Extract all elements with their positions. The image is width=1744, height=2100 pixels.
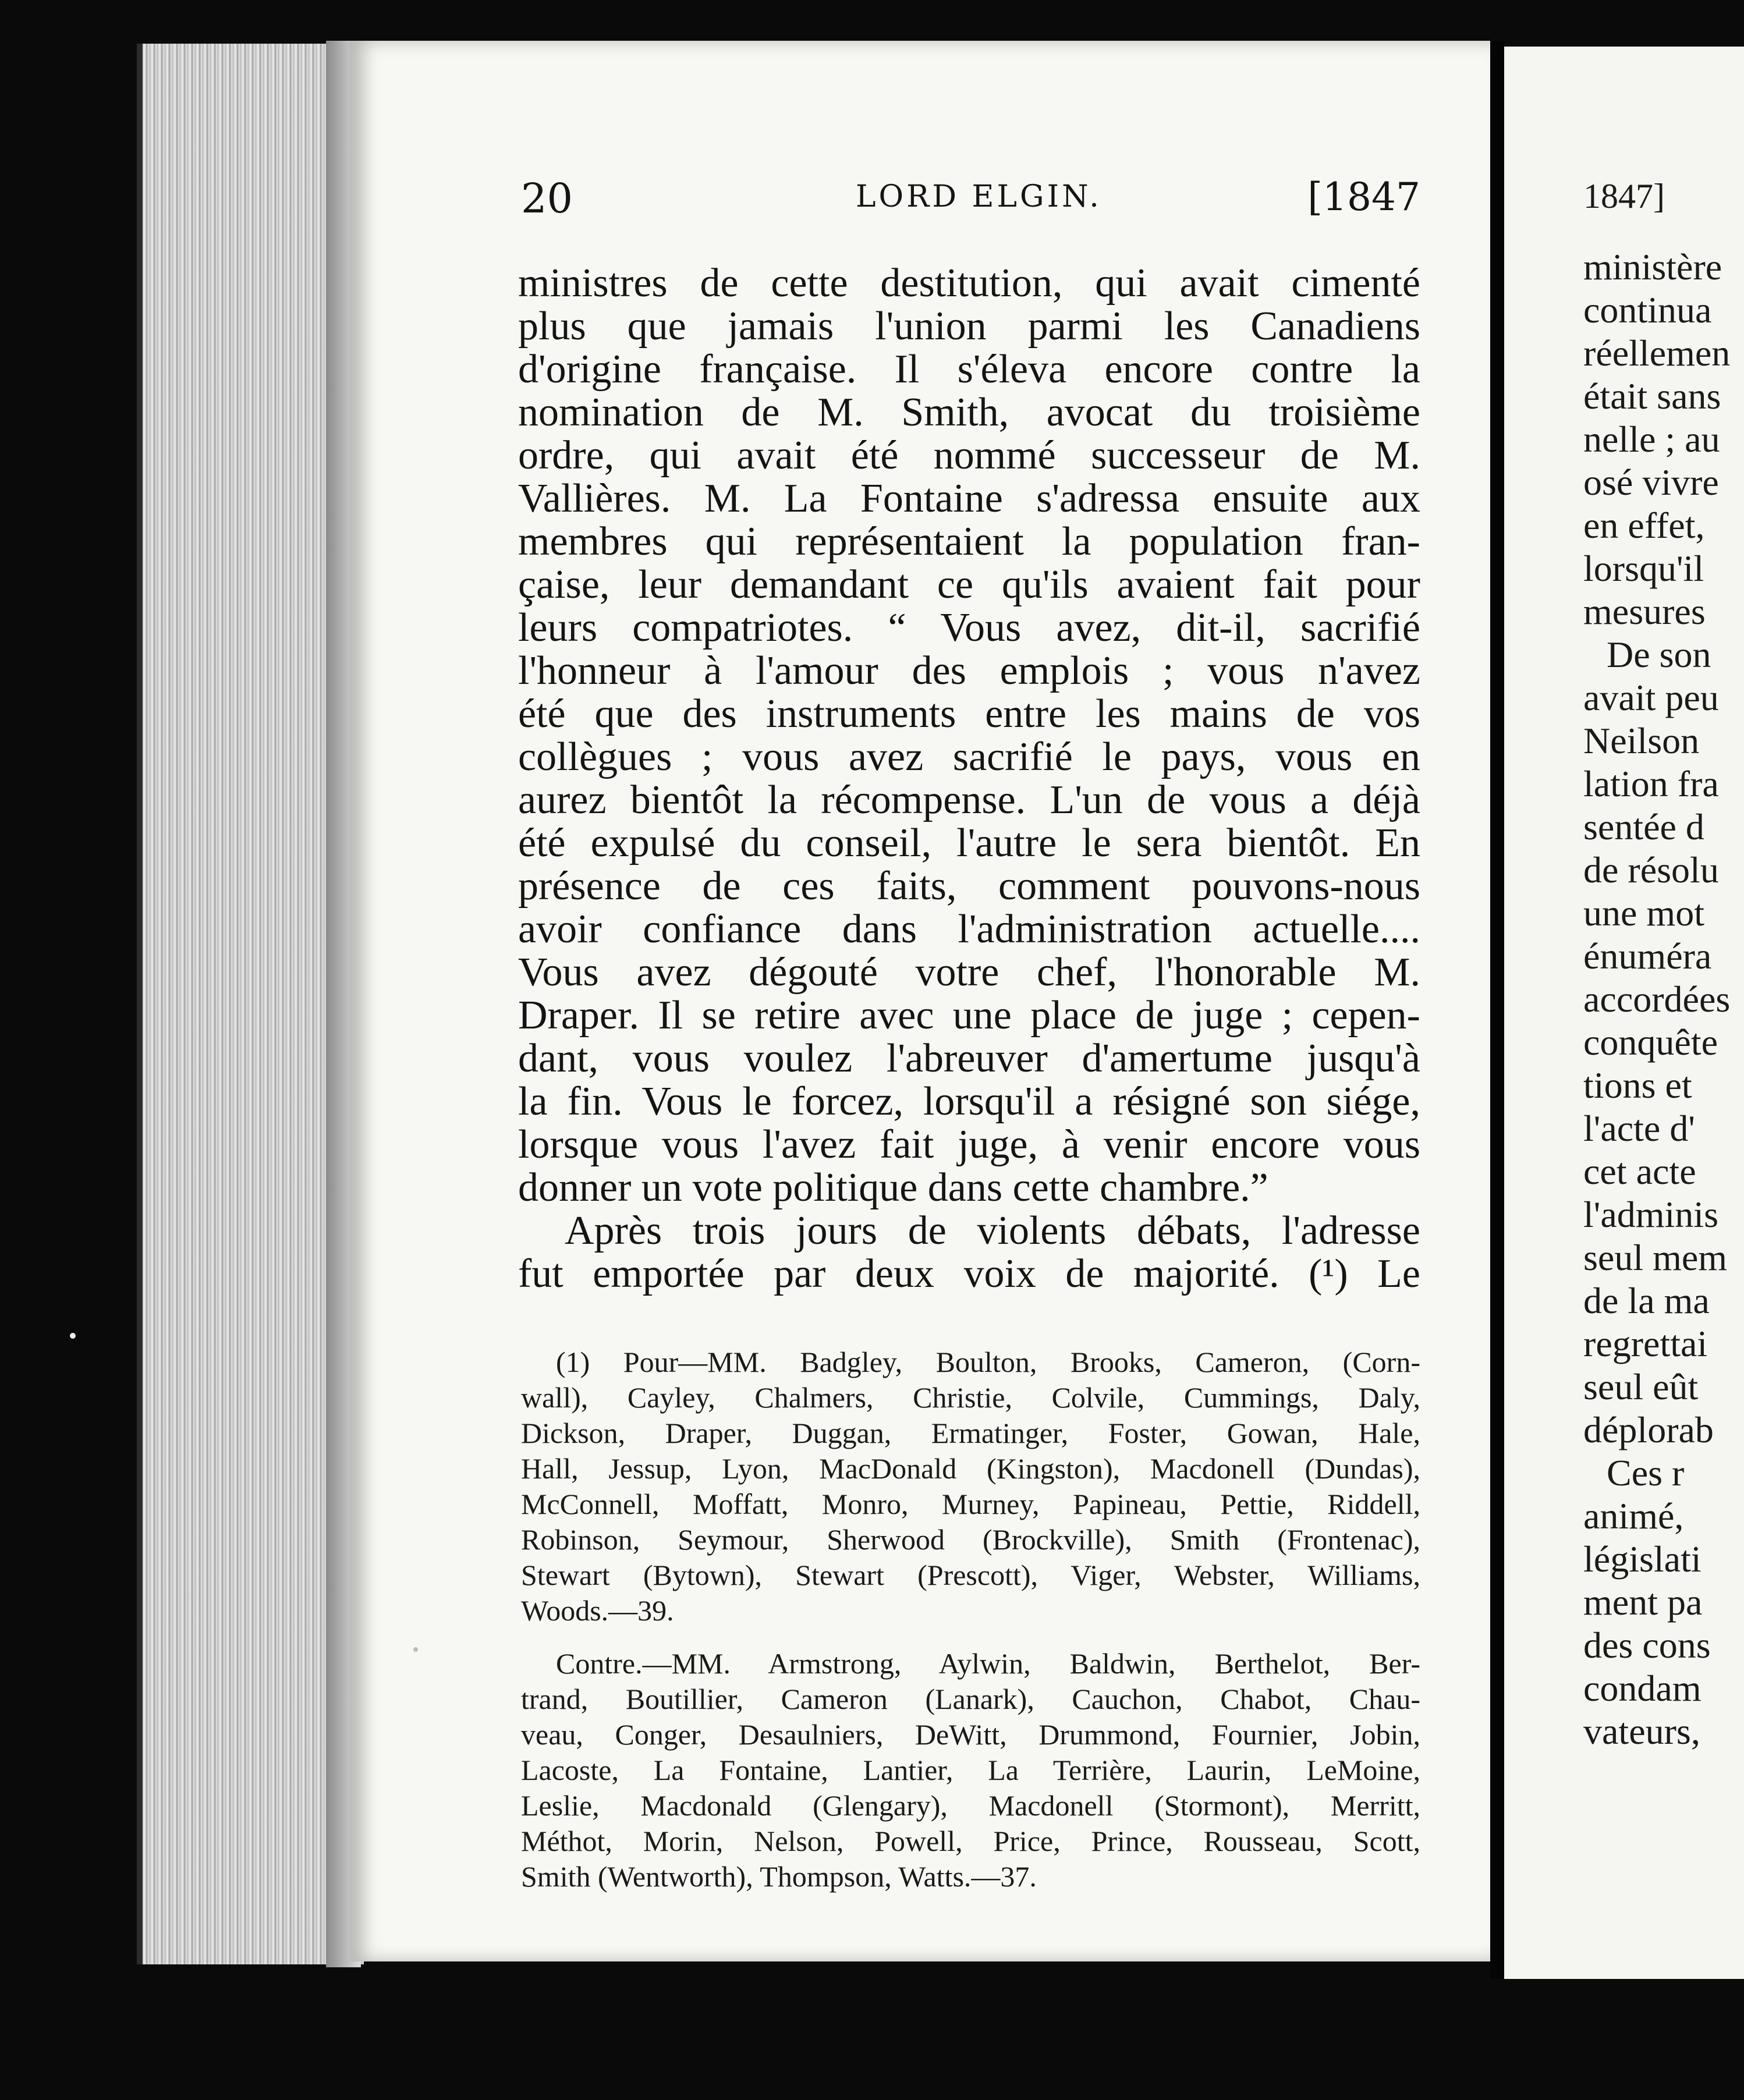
right-page-line: en effet, <box>1583 505 1705 546</box>
footnote-line: Stewart (Bytown), Stewart (Prescott), Viger, Webster, Williams, <box>521 1559 1420 1591</box>
scan-speck <box>413 1647 418 1652</box>
footnotes <box>521 1345 1420 1895</box>
right-page-text <box>1583 175 1744 1753</box>
body-line: Draper. Il se retire avec une place de juge ; cepen- <box>518 993 1420 1038</box>
right-page-header: 1847] <box>1583 177 1665 215</box>
right-page-line: réellemen <box>1583 332 1731 374</box>
main-body-text <box>518 262 1420 1296</box>
right-page-line: l'acte d' <box>1583 1108 1695 1149</box>
right-page-line: condam <box>1583 1668 1702 1709</box>
footnote-line: Méthot, Morin, Nelson, Powell, Price, Prince, Rousseau, Scott, <box>521 1825 1420 1857</box>
right-page-line: de résolu <box>1583 849 1719 891</box>
body-line: lorsque vous l'avez fait juge, à venir encore vous <box>518 1122 1420 1167</box>
right-page-line: nelle ; au <box>1583 418 1720 460</box>
body-line: ministres de cette destitution, qui avait cimenté <box>518 261 1420 306</box>
right-page-line: de la ma <box>1583 1280 1710 1321</box>
footnote-line: wall), Cayley, Chalmers, Christie, Colvile, Cummings, Daly, <box>521 1381 1420 1414</box>
body-line: membres qui représentaient la population fran- <box>518 519 1420 564</box>
footnote-line: Leslie, Macdonald (Glengary), Macdonell (Stormont), Merritt, <box>521 1789 1420 1822</box>
right-page-line: l'adminis <box>1583 1194 1718 1235</box>
body-line: aurez bientôt la récompense. L'un de vous a déjà <box>518 778 1420 822</box>
right-page-line: lation fra <box>1583 763 1719 804</box>
right-page-line: conquête <box>1583 1021 1718 1063</box>
right-page-line: osé vivre <box>1583 462 1719 503</box>
right-page-line: mesures <box>1583 591 1706 632</box>
right-page-line: continua <box>1583 289 1712 331</box>
scan-speck <box>70 1333 76 1339</box>
body-line: nomination de M. Smith, avocat du troisième <box>518 390 1420 435</box>
right-page-line: Neilson <box>1583 720 1700 761</box>
right-page-line: avait peu <box>1583 677 1719 718</box>
right-page-line: tions et <box>1583 1065 1692 1106</box>
body-line: fut emportée par deux voix de majorité. (¹) Le <box>518 1251 1420 1296</box>
body-line: Vallières. M. La Fontaine s'adressa ensuite aux <box>518 476 1420 521</box>
body-line: la fin. Vous le forcez, lorsqu'il a résigné son siége, <box>518 1079 1420 1124</box>
body-line: donner un vote politique dans cette chambre.” <box>518 1165 1268 1210</box>
right-page-line: énuméra <box>1583 935 1712 977</box>
right-page-line: était sans <box>1583 375 1721 417</box>
footnote-line: McConnell, Moffatt, Monro, Murney, Papineau, Pettie, Riddell, <box>521 1488 1420 1520</box>
right-page-line: regrettai <box>1583 1323 1708 1364</box>
footnote-gap <box>521 1629 1420 1646</box>
body-line: dant, vous voulez l'abreuver d'amertume jusqu'à <box>518 1036 1420 1081</box>
right-page-line: animé, <box>1583 1495 1684 1537</box>
right-page-line: ment pa <box>1583 1581 1703 1623</box>
body-line: plus que jamais l'union parmi les Canadiens <box>518 304 1420 349</box>
footnote-line: trand, Boutillier, Cameron (Lanark), Cauchon, Chabot, Chau- <box>521 1683 1420 1715</box>
right-page-line: déplorab <box>1583 1409 1714 1450</box>
footnote-line: veau, Conger, Desaulniers, DeWitt, Drummond, Fournier, Jobin, <box>521 1718 1420 1751</box>
footnote-line: Contre.—MM. Armstrong, Aylwin, Baldwin, Berthelot, Ber- <box>556 1647 1420 1680</box>
body-line: leurs compatriotes. “ Vous avez, dit-il, sacrifié <box>518 605 1420 650</box>
footnote-line: Woods.—39. <box>521 1594 674 1627</box>
body-line: avoir confiance dans l'administration actuelle.... <box>518 907 1420 952</box>
body-line: d'origine française. Il s'éleva encore contre la <box>518 347 1420 392</box>
footnote-line: Smith (Wentworth), Thompson, Watts.—37. <box>521 1860 1037 1893</box>
right-page-line: seul eût <box>1583 1366 1699 1407</box>
body-line: Vous avez dégouté votre chef, l'honorable M. <box>518 950 1420 995</box>
year-mark: [1847 <box>1307 175 1420 219</box>
right-page-line: Ces r <box>1607 1452 1685 1494</box>
body-line: été que des instruments entre les mains de vos <box>518 691 1420 736</box>
right-page-line: des cons <box>1583 1624 1711 1666</box>
footnote-line: Hall, Jessup, Lyon, MacDonald (Kingston), Macdonell (Dundas), <box>521 1452 1420 1485</box>
body-line: l'honneur à l'amour des emplois ; vous n'avez <box>518 648 1420 693</box>
right-page-line: accordées <box>1583 978 1731 1020</box>
right-page-line: vateurs, <box>1583 1711 1700 1752</box>
right-page-line: cet acte <box>1583 1151 1696 1192</box>
running-title: LORD ELGIN. <box>856 179 1102 214</box>
body-line: présence de ces faits, comment pouvons-nous <box>518 864 1420 909</box>
right-page-line: De son <box>1607 634 1711 675</box>
footnote-line: Lacoste, La Fontaine, Lantier, La Terrière, Laurin, LeMoine, <box>521 1754 1420 1786</box>
page-header <box>521 175 1420 239</box>
book-gutter <box>1490 41 1504 1979</box>
body-line: çaise, leur demandant ce qu'ils avaient fait pour <box>518 562 1420 607</box>
body-line: Après trois jours de violents débats, l'adresse <box>565 1208 1420 1253</box>
right-page-line: législati <box>1583 1538 1702 1580</box>
right-page-line: sentée d <box>1583 806 1704 847</box>
right-page-line: lorsqu'il <box>1583 548 1704 589</box>
body-line: collègues ; vous avez sacrifié le pays, vous en <box>518 735 1420 779</box>
footnote-line: (1) Pour—MM. Badgley, Boulton, Brooks, Cameron, (Corn- <box>556 1346 1420 1378</box>
page-number: 20 <box>521 175 573 222</box>
footnote-line: Robinson, Seymour, Sherwood (Brockville), Smith (Frontenac), <box>521 1523 1420 1556</box>
footnote-line: Dickson, Draper, Duggan, Ermatinger, Foster, Gowan, Hale, <box>521 1417 1420 1449</box>
body-line: été expulsé du conseil, l'autre le sera bientôt. En <box>518 821 1420 865</box>
right-page-line: une mot <box>1583 892 1704 934</box>
right-page-line: seul mem <box>1583 1237 1728 1278</box>
right-page-line: ministère <box>1583 246 1722 288</box>
body-line: ordre, qui avait été nommé successeur de M. <box>518 433 1420 478</box>
